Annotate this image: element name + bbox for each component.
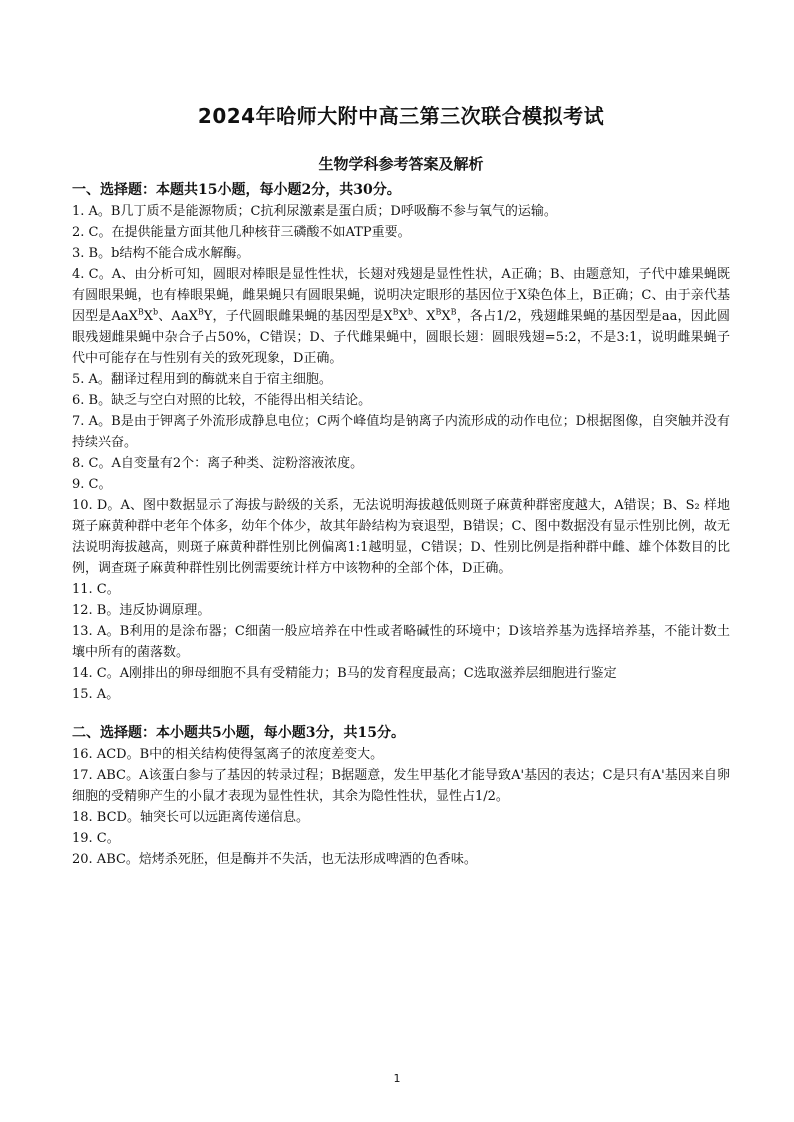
answer-item-6: 6. B。缺乏与空白对照的比较，不能得出相关结论。 xyxy=(72,393,372,408)
answer-item-2: 2. C。在提供能量方面其他几种核苷三磷酸不如ATP重要。 xyxy=(72,225,411,240)
section-heading: 一、选择题：本题共15小题，每小题2分，共30分。 xyxy=(72,182,401,198)
answer-item-12: 12. B。违反协调原理。 xyxy=(72,603,211,618)
answer-item-15: 15. A。 xyxy=(72,687,120,702)
answer-item-9: 9. C。 xyxy=(72,477,112,492)
answer-item-4: 4. C。A、由分析可知，圆眼对棒眼是显性性状，长翅对残翅是显性性状，A正确；B、由题意知，子代中雄果蝇既有圆眼果蝇，也有棒眼果蝇，雌果蝇只有圆眼果蝇，说明决定眼形的基因位于X染色体上，B正确；C、由于亲代基因型是$AaX^BX^b$、AaX$^B$Y，子代圆眼雌果蝇的基因型是$X^BX^b$、$X^BX^B$，各占1/2，残翅雌果蝇的基因型是aa，因此圆眼残翅雌果蝇中杂合子占50%，C错误；D、子代雌果蝇中，圆眼长翅：圆眼残翅=5:2，不是3:1，说明雌果蝇子代中可能存在与性别有关的致死现象，D正确。 xyxy=(72,267,730,366)
section-multiple-choice-single xyxy=(72,180,730,705)
page-subtitle: 生物学科参考答案及解析 xyxy=(318,155,484,173)
section-spacer xyxy=(72,705,730,723)
answer-item-3: 3. B。b结构不能合成水解酶。 xyxy=(72,246,250,261)
section-multiple-choice-multi xyxy=(72,723,730,870)
answer-item-18: 18. BCD。轴突长可以远距离传递信息。 xyxy=(72,810,309,825)
answer-item-11: 11. C。 xyxy=(72,582,120,597)
page-number: 1 xyxy=(393,1072,401,1085)
document-page xyxy=(72,100,730,870)
answer-item-1: 1. A。B几丁质不是能源物质；C抗利尿激素是蛋白质；D呼吸酶不参与氧气的运输。 xyxy=(72,204,557,219)
page-title: 2024年哈师大附中高三第三次联合模拟考试 xyxy=(197,104,605,128)
answer-item-14: 14. C。A刚排出的卵母细胞不具有受精能力；B马的发育程度最高；C选取滋养层细胞进行鉴定 xyxy=(72,666,617,681)
answer-item-5: 5. A。翻译过程用到的酶就来自于宿主细胞。 xyxy=(72,372,332,387)
answer-item-8: 8. C。A自变量有2个：离子种类、淀粉溶液浓度。 xyxy=(72,456,364,471)
answer-item-20: 20. ABC。焙烤杀死胚，但是酶并不失活，也无法形成啤酒的色香味。 xyxy=(72,852,477,867)
answer-item-7: 7. A。B是由于钾离子外流形成静息电位；C两个峰值均是钠离子内流形成的动作电位；D根据图像，自突触并没有持续兴奋。 xyxy=(72,414,730,450)
answer-item-16: 16. ACD。B中的相关结构使得氢离子的浓度差变大。 xyxy=(72,747,384,762)
answer-item-17: 17. ABC。A该蛋白参与了基因的转录过程；B据题意，发生甲基化才能导致A'基因的表达；C是只有A'基因来自卵细胞的受精卵产生的小鼠才表现为显性性状，其余为隐性性状，显性占1/2。 xyxy=(72,768,730,804)
answer-item-19: 19. C。 xyxy=(72,831,120,846)
section-heading: 二、选择题：本小题共5小题，每小题3分，共15分。 xyxy=(72,725,405,741)
answer-item-13: 13. A。B利用的是涂布器；C细菌一般应培养在中性或者略碱性的环境中；D该培养基为选择培养基，不能计数土壤中所有的菌落数。 xyxy=(72,624,730,660)
answer-item-10: 10. D。A、图中数据显示了海拔与龄级的关系，无法说明海拔越低则斑子麻黄种群密度越大，A错误；B、S₂ 样地斑子麻黄种群中老年个体多，幼年个体少，故其年龄结构为衰退型，B错误；C、图中数据没有显示性别比例，故无法说明海拔越高，则斑子麻黄种群性别比例偏离1:1越明显，C错误；D、性别比例是指种群中雌、雄个体数目的比例，调查斑子麻黄种群性别比例需要统计样方中该物种的全部个体，D正确。 xyxy=(72,498,730,576)
